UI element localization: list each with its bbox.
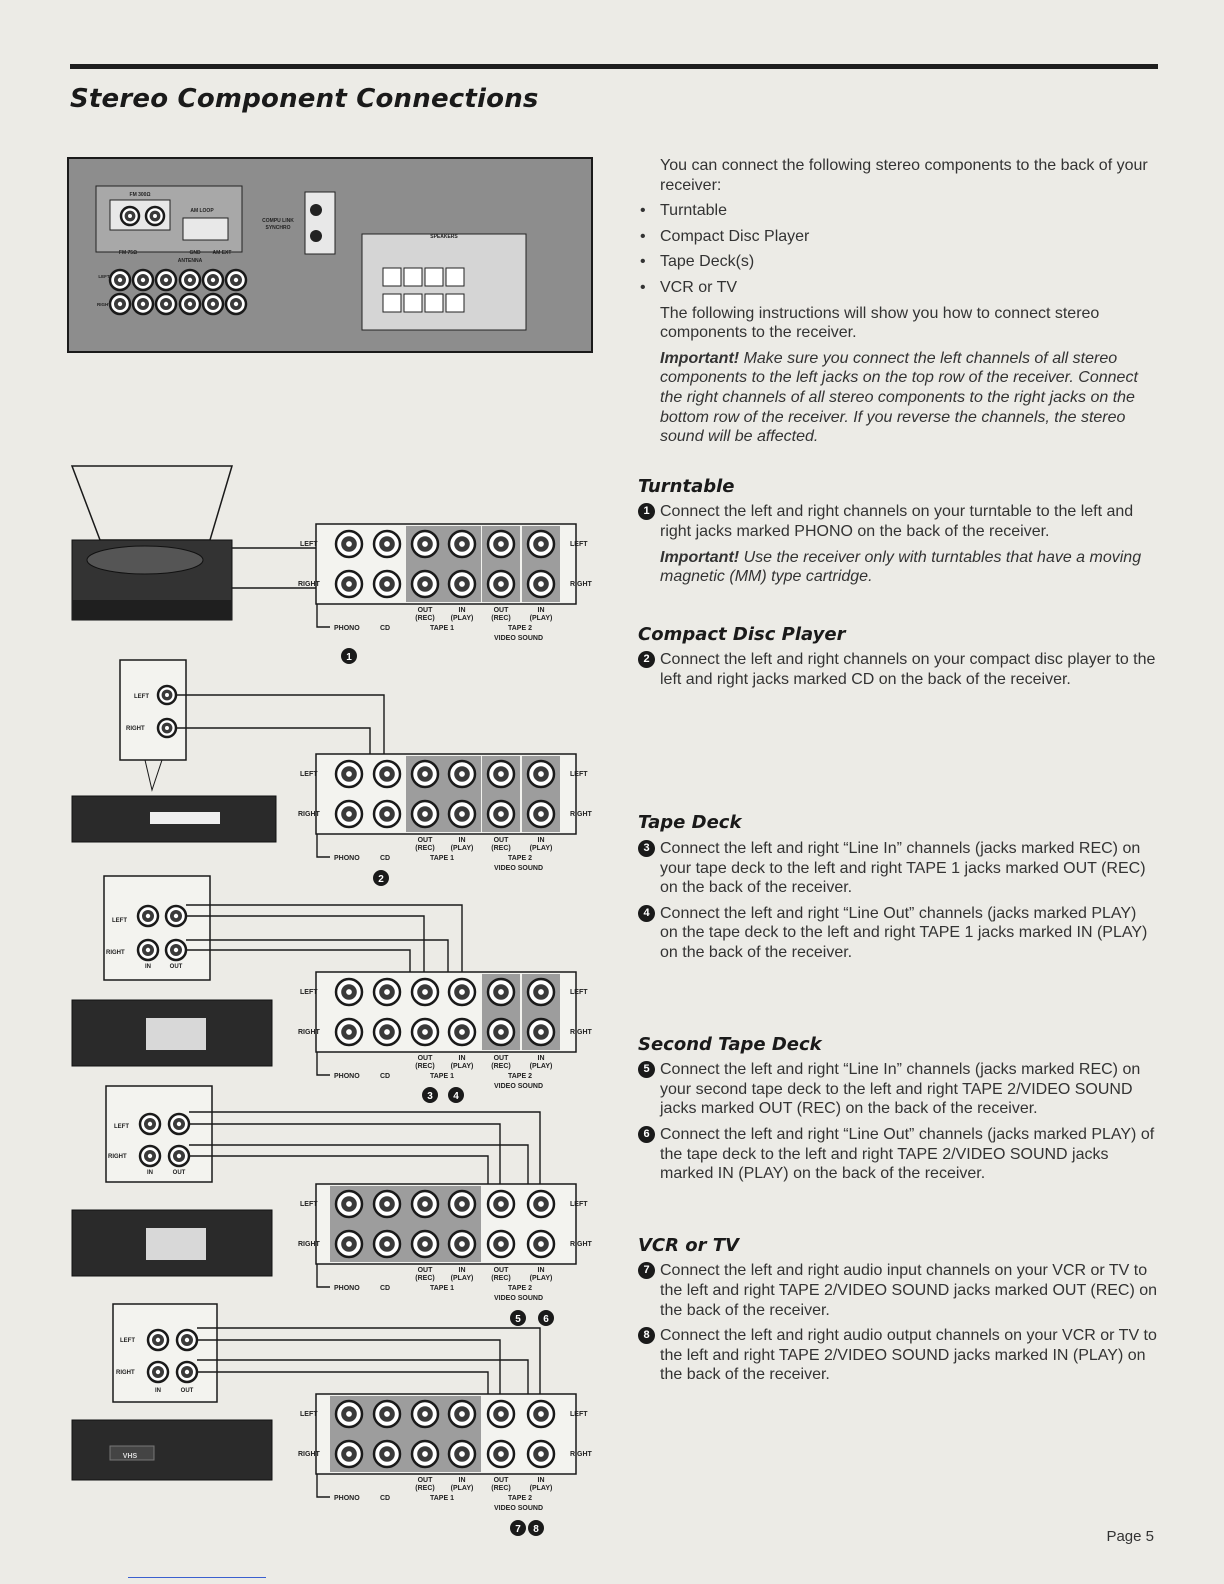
cd-heading: Compact Disc Player bbox=[638, 623, 846, 645]
jack-out-label: OUT bbox=[493, 1055, 509, 1062]
top-left-label: LEFT bbox=[98, 274, 110, 279]
rca-jack-pin bbox=[346, 1029, 352, 1035]
rca-jack-pin bbox=[538, 1029, 544, 1035]
rca-jack-pin bbox=[422, 1029, 428, 1035]
panel-bracket bbox=[317, 834, 330, 857]
step-badge-number: 1 bbox=[346, 652, 352, 663]
jack-in-label: IN bbox=[458, 1477, 466, 1484]
jack-play-label: (PLAY) bbox=[450, 845, 474, 852]
rca-jack-pin bbox=[346, 989, 352, 995]
rca-jack-pin bbox=[346, 1241, 352, 1247]
vcr-rec-left bbox=[197, 1340, 500, 1398]
jack-rec-label: (REC) bbox=[415, 1063, 435, 1070]
rca-jack-pin bbox=[188, 278, 192, 282]
rca-jack-pin bbox=[538, 1201, 544, 1207]
rca-jack-pin bbox=[384, 1029, 390, 1035]
jack-in-label: IN bbox=[458, 1267, 466, 1274]
phono-label: PHONO bbox=[334, 1073, 360, 1080]
rca-jack-pin bbox=[156, 1370, 160, 1374]
rca-jack-pin bbox=[148, 1154, 152, 1158]
panel-right-label-r: RIGHT bbox=[570, 1241, 592, 1248]
panel-bracket bbox=[317, 1474, 330, 1497]
phono-label: PHONO bbox=[334, 625, 360, 632]
step-number-badge: 4 bbox=[638, 905, 655, 922]
phono-label: PHONO bbox=[334, 1285, 360, 1292]
jack-out-label: OUT bbox=[493, 1267, 509, 1274]
tape2-label: TAPE 2 bbox=[508, 625, 532, 632]
tape1-label: TAPE 1 bbox=[430, 1285, 454, 1292]
step-number-badge: 2 bbox=[638, 651, 655, 668]
rca-jack-pin bbox=[146, 914, 150, 918]
rca-jack-pin bbox=[459, 989, 465, 995]
jack-play-label: (PLAY) bbox=[529, 1063, 553, 1070]
rca-jack-pin bbox=[234, 302, 238, 306]
rca-jack-pin bbox=[422, 1411, 428, 1417]
jack-rec-label: (REC) bbox=[491, 1275, 511, 1282]
tape-heading: Tape Deck bbox=[638, 812, 742, 834]
cd-label: CD bbox=[380, 855, 391, 862]
jack-in-label: IN bbox=[537, 1267, 545, 1274]
panel-left-label-r: LEFT bbox=[570, 771, 588, 778]
jack-rec-label: (REC) bbox=[415, 845, 435, 852]
step-badge-number: 3 bbox=[427, 1091, 433, 1102]
tape1-label: TAPE 1 bbox=[430, 1073, 454, 1080]
instructions-note: The following instructions will show you how to connect stereo components to the receiver. bbox=[660, 304, 1100, 342]
cd-label: CD bbox=[380, 1495, 391, 1502]
turntable-base bbox=[72, 600, 232, 620]
vcr-left-label: LEFT bbox=[120, 1338, 135, 1344]
tape2-out-label: OUT bbox=[172, 1170, 186, 1176]
rca-jack-pin bbox=[422, 1201, 428, 1207]
rca-jack-pin bbox=[118, 278, 122, 282]
rca-jack-pin bbox=[498, 989, 504, 995]
rca-jack-pin bbox=[422, 581, 428, 587]
step-text: Connect the left and right “Line In” channels (jacks marked REC) on your second tape deck to the left and right TAPE 2/VIDEO SOUND jacks marked OUT (REC) on the back of the receiver. bbox=[660, 1061, 1141, 1118]
fm300-label: FM 300Ω bbox=[129, 192, 151, 198]
rca-jack-pin bbox=[422, 811, 428, 817]
rca-jack-pin bbox=[164, 278, 168, 282]
am-loop-label: AM LOOP bbox=[190, 208, 214, 214]
jack-out-label: OUT bbox=[493, 607, 509, 614]
step-number-badge: 1 bbox=[638, 503, 655, 520]
tape-left-label: LEFT bbox=[112, 918, 127, 924]
important-label: Important! bbox=[660, 349, 740, 367]
panel-bracket bbox=[317, 604, 330, 627]
panel-left-label: LEFT bbox=[300, 989, 318, 996]
jack-out-label: OUT bbox=[417, 607, 433, 614]
rca-jack-pin bbox=[346, 811, 352, 817]
panel-left-label-r: LEFT bbox=[570, 989, 588, 996]
rca-jack-pin bbox=[177, 1122, 181, 1126]
rca-jack-pin bbox=[498, 1411, 504, 1417]
jack-in-label: IN bbox=[537, 837, 545, 844]
rca-jack-pin bbox=[153, 214, 157, 218]
rca-jack-pin bbox=[346, 771, 352, 777]
top-right-label: RIGHT bbox=[97, 302, 111, 307]
rca-jack-pin bbox=[422, 771, 428, 777]
step-7 bbox=[638, 1261, 1158, 1320]
jack-in-label: IN bbox=[537, 607, 545, 614]
cd-label: CD bbox=[380, 1285, 391, 1292]
rca-jack-pin bbox=[459, 541, 465, 547]
step-text: Connect the left and right “Line In” channels (jacks marked REC) on your tape deck to the left and right TAPE 1 jacks marked OUT (REC) on the back of the receiver. bbox=[660, 840, 1146, 897]
rca-jack-pin bbox=[156, 1338, 160, 1342]
rca-jack-pin bbox=[538, 1411, 544, 1417]
vcr-body bbox=[72, 1420, 272, 1480]
page-title: Stereo Component Connections bbox=[70, 84, 539, 114]
jack-rec-label: (REC) bbox=[415, 1485, 435, 1492]
component-item: • Tape Deck(s) bbox=[638, 252, 1158, 272]
rca-jack-pin bbox=[422, 989, 428, 995]
rca-jack-pin bbox=[498, 541, 504, 547]
step-number-badge: 7 bbox=[638, 1262, 655, 1279]
step-text: Connect the left and right “Line Out” channels (jacks marked PLAY) on the tape deck to the left and right TAPE 1 jacks marked IN (PLAY) on the back of the receiver. bbox=[660, 904, 1148, 962]
video-sound-label: VIDEO SOUND bbox=[494, 635, 544, 642]
rca-jack-pin bbox=[422, 541, 428, 547]
turntable-important bbox=[638, 548, 1158, 587]
jack-play-label: (PLAY) bbox=[529, 615, 553, 622]
tape-in-label: IN bbox=[145, 964, 151, 970]
rca-jack-pin bbox=[141, 278, 145, 282]
speakers-label: SPEAKERS bbox=[430, 234, 458, 240]
rca-jack-pin bbox=[384, 811, 390, 817]
rca-jack-pin bbox=[459, 771, 465, 777]
rca-jack-pin bbox=[498, 1451, 504, 1457]
step-badge-number: 2 bbox=[378, 874, 384, 885]
vhs-label: VHS bbox=[122, 1453, 138, 1460]
panel-left-label-r: LEFT bbox=[570, 541, 588, 548]
step-text: Connect the left and right channels on your compact disc player to the left and right jacks marked CD on the back of the receiver. bbox=[660, 651, 1156, 688]
jack-in-label: IN bbox=[458, 607, 466, 614]
cd-label: CD bbox=[380, 1073, 391, 1080]
tape-rec-left bbox=[186, 916, 424, 975]
rca-jack-pin bbox=[459, 811, 465, 817]
panel-left-label: LEFT bbox=[300, 771, 318, 778]
rca-jack-pin bbox=[165, 726, 169, 730]
step-text: Connect the left and right channels on your turntable to the left and right jacks marked PHONO on the back of the receiver. bbox=[660, 503, 1134, 540]
rca-jack-pin bbox=[174, 948, 178, 952]
vcr-in-label: IN bbox=[155, 1388, 161, 1394]
rca-jack-pin bbox=[538, 541, 544, 547]
step-text: Connect the left and right audio input channels on your VCR or TV to the left and right TAPE 2/VIDEO SOUND jacks marked OUT (REC) on the back of the receiver. bbox=[660, 1262, 1158, 1319]
rca-jack-pin bbox=[459, 1451, 465, 1457]
step-8 bbox=[638, 1326, 1158, 1385]
panel-left-label-r: LEFT bbox=[570, 1411, 588, 1418]
rca-jack-pin bbox=[185, 1338, 189, 1342]
panel-right-label: RIGHT bbox=[298, 811, 320, 818]
tape2-window bbox=[146, 1228, 206, 1260]
panel-right-label: RIGHT bbox=[298, 1241, 320, 1248]
rca-jack-pin bbox=[538, 1451, 544, 1457]
rca-jack-pin bbox=[384, 1411, 390, 1417]
jack-rec-label: (REC) bbox=[415, 615, 435, 622]
panel-left-label: LEFT bbox=[300, 541, 318, 548]
vcr-heading: VCR or TV bbox=[638, 1234, 739, 1256]
important-text: Make sure you connect the left channels of all stereo components to the left jacks on the top row of the receiver. Connect the right channels of all stereo components to the right jacks on the bottom row of the receiver. If you reverse the channels, the stereo sound will be affected. bbox=[660, 349, 1138, 446]
rca-jack-pin bbox=[538, 811, 544, 817]
panel-right-label-r: RIGHT bbox=[570, 581, 592, 588]
rca-jack-pin bbox=[498, 771, 504, 777]
tape2-label: TAPE 2 bbox=[508, 1285, 532, 1292]
tape2-jack-box bbox=[106, 1086, 212, 1182]
step-text: Connect the left and right “Line Out” channels (jacks marked PLAY) of the tape deck to the left and right TAPE 2/VIDEO SOUND jacks marked IN (PLAY) on the back of the receiver. bbox=[660, 1126, 1155, 1183]
tape-window bbox=[146, 1018, 206, 1050]
rca-jack-pin bbox=[188, 302, 192, 306]
rca-jack-pin bbox=[384, 989, 390, 995]
rca-jack-pin bbox=[498, 811, 504, 817]
step-number-badge: 6 bbox=[638, 1126, 655, 1143]
tape2-label: TAPE 2 bbox=[508, 1073, 532, 1080]
compu-link-jack bbox=[310, 230, 322, 242]
panel-right-label: RIGHT bbox=[298, 1029, 320, 1036]
jack-out-label: OUT bbox=[417, 1267, 433, 1274]
step-text: Connect the left and right audio output channels on your VCR or TV to the left and right TAPE 2/VIDEO SOUND jacks marked IN (PLAY) on the back of the receiver. bbox=[660, 1327, 1157, 1384]
speaker-terminal bbox=[383, 294, 401, 312]
rca-jack-pin bbox=[346, 1201, 352, 1207]
jack-play-label: (PLAY) bbox=[529, 1485, 553, 1492]
speaker-terminal bbox=[425, 268, 443, 286]
jack-play-label: (PLAY) bbox=[529, 1275, 553, 1282]
cd-left-label: LEFT bbox=[134, 694, 149, 700]
step-badge-number: 7 bbox=[515, 1524, 521, 1535]
component-item: • VCR or TV bbox=[638, 278, 1158, 298]
rca-jack-pin bbox=[384, 541, 390, 547]
important-text: Use the receiver only with turntables that have a moving magnetic (MM) type cartridge. bbox=[660, 548, 1142, 586]
scan-mark bbox=[128, 1577, 266, 1578]
vcr-jack-box bbox=[113, 1304, 217, 1402]
intro-text: You can connect the following stereo components to the back of your receiver: bbox=[660, 157, 1148, 194]
speaker-terminal bbox=[446, 268, 464, 286]
rca-jack-pin bbox=[177, 1154, 181, 1158]
step-number-badge: 5 bbox=[638, 1061, 655, 1078]
fm75-label: FM 75Ω bbox=[118, 250, 138, 256]
tape1-label: TAPE 1 bbox=[430, 1495, 454, 1502]
jack-out-label: OUT bbox=[493, 1477, 509, 1484]
rca-jack-pin bbox=[538, 581, 544, 587]
rca-jack-pin bbox=[384, 1201, 390, 1207]
jack-out-label: OUT bbox=[417, 1055, 433, 1062]
step-1 bbox=[638, 502, 1158, 541]
tape1-label: TAPE 1 bbox=[430, 855, 454, 862]
step-number-badge: 8 bbox=[638, 1327, 655, 1344]
panel-right-label: RIGHT bbox=[298, 1451, 320, 1458]
panel-left-label: LEFT bbox=[300, 1411, 318, 1418]
rca-jack-pin bbox=[384, 1241, 390, 1247]
instructions-column bbox=[638, 156, 1158, 1391]
tape-jack-box bbox=[104, 876, 210, 980]
component-item: • Compact Disc Player bbox=[638, 227, 1158, 247]
panel-bracket bbox=[317, 1052, 330, 1075]
second-tape-heading: Second Tape Deck bbox=[638, 1033, 822, 1055]
step-5 bbox=[638, 1060, 1158, 1119]
rca-jack-pin bbox=[498, 581, 504, 587]
vcr-right-label: RIGHT bbox=[116, 1370, 135, 1376]
tape2-right-label: RIGHT bbox=[108, 1154, 127, 1160]
step-3 bbox=[638, 839, 1158, 898]
jack-play-label: (PLAY) bbox=[450, 1063, 474, 1070]
panel-left-label: LEFT bbox=[300, 1201, 318, 1208]
rca-jack-pin bbox=[346, 581, 352, 587]
compu-link-box bbox=[305, 192, 335, 254]
synchro-label: SYNCHRO bbox=[265, 225, 291, 231]
speaker-terminal bbox=[425, 294, 443, 312]
jack-rec-label: (REC) bbox=[491, 1485, 511, 1492]
speaker-terminal bbox=[383, 268, 401, 286]
video-sound-label: VIDEO SOUND bbox=[494, 1505, 544, 1512]
speaker-terminal bbox=[446, 294, 464, 312]
rca-jack-pin bbox=[346, 1411, 352, 1417]
compu-link-jack bbox=[310, 204, 322, 216]
jack-rec-label: (REC) bbox=[491, 1063, 511, 1070]
important-note bbox=[638, 349, 1158, 447]
turntable-platter bbox=[87, 546, 203, 574]
rca-jack-pin bbox=[538, 989, 544, 995]
gnd-label: GND bbox=[189, 250, 201, 256]
rca-jack-pin bbox=[164, 302, 168, 306]
phono-label: PHONO bbox=[334, 1495, 360, 1502]
rca-jack-pin bbox=[498, 1029, 504, 1035]
component-list bbox=[638, 201, 1158, 297]
callout-pointer bbox=[145, 760, 162, 790]
jack-in-label: IN bbox=[537, 1055, 545, 1062]
speaker-terminal bbox=[404, 268, 422, 286]
tape2-label: TAPE 2 bbox=[508, 1495, 532, 1502]
tape1-label: TAPE 1 bbox=[430, 625, 454, 632]
rca-jack-pin bbox=[459, 1029, 465, 1035]
rca-jack-pin bbox=[384, 1451, 390, 1457]
rca-jack-pin bbox=[498, 1241, 504, 1247]
step-badge-number: 5 bbox=[515, 1314, 521, 1325]
rca-jack-pin bbox=[185, 1370, 189, 1374]
step-4 bbox=[638, 904, 1158, 963]
rca-jack-pin bbox=[148, 1122, 152, 1126]
rca-jack-pin bbox=[538, 771, 544, 777]
rca-jack-pin bbox=[459, 581, 465, 587]
page-number: Page 5 bbox=[1106, 1528, 1154, 1545]
step-badge-number: 6 bbox=[543, 1314, 549, 1325]
speaker-terminal bbox=[404, 294, 422, 312]
rca-jack-pin bbox=[118, 302, 122, 306]
jack-out-label: OUT bbox=[417, 1477, 433, 1484]
panel-right-label-r: RIGHT bbox=[570, 1029, 592, 1036]
jack-rec-label: (REC) bbox=[415, 1275, 435, 1282]
rca-jack-pin bbox=[422, 1451, 428, 1457]
video-sound-label: VIDEO SOUND bbox=[494, 1295, 544, 1302]
tape2-left-label: LEFT bbox=[114, 1124, 129, 1130]
panel-right-label-r: RIGHT bbox=[570, 1451, 592, 1458]
rca-jack-pin bbox=[459, 1411, 465, 1417]
step-number-badge: 3 bbox=[638, 840, 655, 857]
panel-right-label-r: RIGHT bbox=[570, 811, 592, 818]
rca-jack-pin bbox=[384, 581, 390, 587]
rca-jack-pin bbox=[459, 1201, 465, 1207]
rca-jack-pin bbox=[422, 1241, 428, 1247]
rca-jack-pin bbox=[346, 1451, 352, 1457]
rca-jack-pin bbox=[165, 693, 169, 697]
step-badge-number: 4 bbox=[453, 1091, 459, 1102]
video-sound-label: VIDEO SOUND bbox=[494, 1083, 544, 1090]
jack-play-label: (PLAY) bbox=[450, 1485, 474, 1492]
jack-out-label: OUT bbox=[493, 837, 509, 844]
jack-out-label: OUT bbox=[417, 837, 433, 844]
rca-jack-pin bbox=[174, 914, 178, 918]
rca-jack-pin bbox=[211, 302, 215, 306]
jack-rec-label: (REC) bbox=[491, 615, 511, 622]
jack-in-label: IN bbox=[458, 1055, 466, 1062]
antenna-label: ANTENNA bbox=[177, 258, 203, 264]
panel-left-label-r: LEFT bbox=[570, 1201, 588, 1208]
jack-play-label: (PLAY) bbox=[450, 1275, 474, 1282]
step-6 bbox=[638, 1125, 1158, 1184]
rca-jack-pin bbox=[141, 302, 145, 306]
jack-rec-label: (REC) bbox=[491, 845, 511, 852]
step-2 bbox=[638, 650, 1158, 689]
tape-right-label: RIGHT bbox=[106, 950, 125, 956]
vcr-out-label: OUT bbox=[180, 1388, 194, 1394]
turntable-heading: Turntable bbox=[638, 475, 735, 497]
video-sound-label: VIDEO SOUND bbox=[494, 865, 544, 872]
rca-jack-pin bbox=[346, 541, 352, 547]
rca-jack-pin bbox=[459, 1241, 465, 1247]
jack-in-label: IN bbox=[458, 837, 466, 844]
am-terminal bbox=[183, 218, 228, 240]
tape2-label: TAPE 2 bbox=[508, 855, 532, 862]
cd-tray bbox=[150, 812, 220, 824]
rca-jack-pin bbox=[211, 278, 215, 282]
rca-jack-pin bbox=[538, 1241, 544, 1247]
rca-jack-pin bbox=[234, 278, 238, 282]
important-label: Important! bbox=[660, 548, 740, 566]
rca-jack-pin bbox=[384, 771, 390, 777]
rca-jack-pin bbox=[146, 948, 150, 952]
phono-label: PHONO bbox=[334, 855, 360, 862]
jack-in-label: IN bbox=[537, 1477, 545, 1484]
rca-jack-pin bbox=[128, 214, 132, 218]
cd-jack-box bbox=[120, 660, 186, 760]
jack-play-label: (PLAY) bbox=[450, 615, 474, 622]
panel-bracket bbox=[317, 1264, 330, 1287]
tape2-in-label: IN bbox=[147, 1170, 153, 1176]
compu-link-label: COMPU LINK bbox=[262, 218, 294, 224]
component-item: • Turntable bbox=[638, 201, 1158, 221]
turntable-lid bbox=[72, 466, 232, 540]
cd-right-label: RIGHT bbox=[126, 726, 145, 732]
rca-jack-pin bbox=[498, 1201, 504, 1207]
am-ext-label: AM EXT bbox=[212, 250, 232, 256]
step-badge-number: 8 bbox=[533, 1524, 539, 1535]
tape-out-label: OUT bbox=[169, 964, 183, 970]
panel-right-label: RIGHT bbox=[298, 581, 320, 588]
jack-play-label: (PLAY) bbox=[529, 845, 553, 852]
cd-label: CD bbox=[380, 625, 391, 632]
